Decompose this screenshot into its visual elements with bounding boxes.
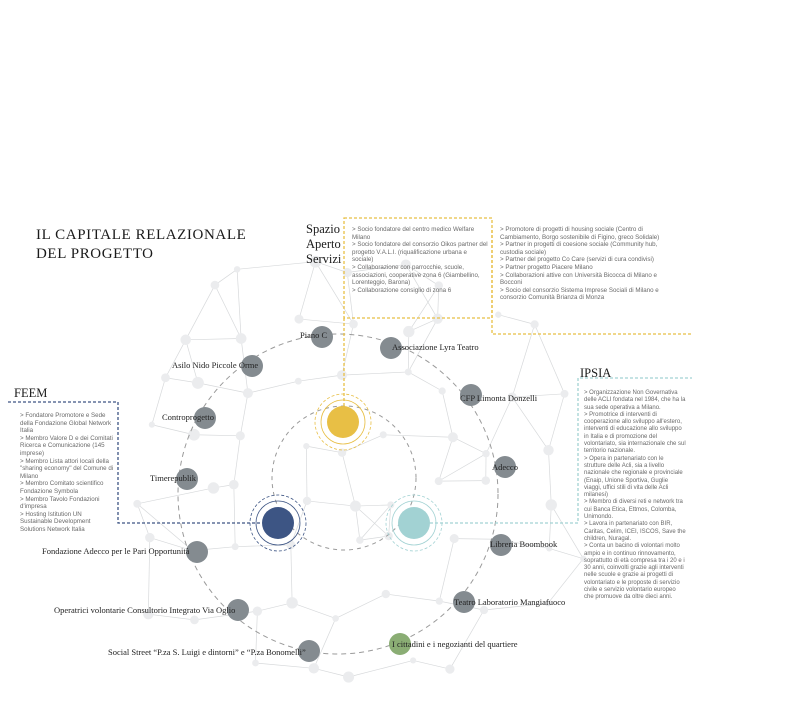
network-link: [383, 435, 453, 437]
network-link: [512, 397, 548, 450]
spazio-item: > Socio del consorzio Sistema Imprese Sociali di Milano e consorzio Comunità Brianza di Monza: [500, 286, 659, 302]
network-dot: [309, 663, 319, 673]
network-dot: [436, 597, 443, 604]
spazio-item: > Socio fondatore del centro medico Welfare Milano: [352, 226, 475, 241]
spazio-item: > Partner progetto Piacere Milano: [500, 263, 593, 271]
node-label-timerepublik: Timerepublik: [150, 473, 196, 483]
network-link: [292, 603, 336, 619]
ipsia-item: > Organizzazione Non Governativa delle ACLI fondata nel 1984, che ha la sua sede operativa a Milano.: [584, 390, 686, 411]
ipsia-title: IPSIA: [580, 366, 612, 380]
network-dot: [192, 377, 204, 389]
node-label-cittadini: I cittadini e i negozianti del quartiere: [392, 639, 518, 649]
spazio-item: > Socio fondatore del consorzio Oikos partner del progetto V.A.L.I. (riqualificazione urbana e sociale): [352, 241, 488, 264]
network-dot: [211, 281, 220, 290]
network-dot: [410, 657, 416, 663]
network-link: [186, 339, 241, 340]
network-dot: [543, 445, 553, 455]
node-label-lyra: Associazione Lyra Teatro: [392, 342, 479, 352]
network-dot: [232, 543, 239, 550]
node-label-asilo: Asilo Nido Piccole Orme: [172, 360, 259, 370]
network-dot: [480, 606, 488, 614]
main-partner-nodes: [250, 394, 442, 551]
network-dot: [161, 373, 170, 382]
title-line-1: IL CAPITALE RELAZIONALE: [36, 227, 247, 243]
network-link: [549, 450, 552, 505]
network-link: [498, 315, 534, 325]
spazio-item: > Partner in progetti di coesione sociale (Community hub, custodia sociale): [500, 241, 658, 256]
network-link: [439, 539, 454, 602]
network-dot: [337, 370, 347, 380]
network-dot: [448, 432, 458, 442]
network-dot: [445, 664, 454, 673]
network-dot: [234, 266, 240, 272]
network-link: [148, 614, 194, 620]
network-dot: [380, 431, 387, 438]
spazio-item: > Collaborazioni attive con Università Bicocca di Milano e Bocconi: [500, 271, 657, 287]
network-link: [439, 454, 486, 481]
network-dot: [405, 368, 412, 375]
network-dot: [133, 500, 141, 508]
network-dot: [403, 326, 414, 337]
network-link: [314, 618, 336, 668]
network-link: [299, 262, 315, 319]
network-link: [549, 394, 565, 450]
network-link: [342, 372, 408, 375]
network-link: [137, 504, 192, 551]
network-link: [152, 425, 194, 435]
ipsia-item: > Conta un bacino di volontari molto ampio e in continuo rinnovamento, soprattutto di età compresa tra i 20 e i 30 anni, coinvolti grazie agli interventi nelle scuole e grazie ai progetti di volontariato e le proposte di servizio civile e servizio volontario europeo che promuove da oltre dieci anni.: [584, 543, 685, 601]
network-dot: [495, 312, 501, 318]
node-label-piano-c: Piano C: [300, 330, 328, 340]
network-link: [299, 319, 353, 324]
spazio-item: > Promotore di progetti di housing sociale (Centro di Cambiamento, Borgo sostenibile di Figino, greco Solidale): [500, 226, 660, 241]
network-dot: [332, 615, 339, 622]
network-dot: [435, 477, 443, 485]
node-label-cfp: CFP Limonta Donzelli: [460, 393, 538, 403]
network-dot: [303, 443, 309, 449]
network-dot: [286, 597, 297, 608]
node-label-consultorio: Operatrici volontarie Consultorio Integrato Via Oglio: [54, 605, 236, 615]
network-link: [237, 262, 315, 270]
network-link: [215, 285, 241, 338]
title-line-2: DEL PROGETTO: [36, 246, 154, 262]
spazio-title-line: Aperto: [306, 237, 341, 251]
network-link: [307, 501, 355, 506]
network-link: [298, 375, 342, 381]
network-dot: [531, 320, 539, 328]
network-link: [137, 488, 213, 504]
page-title: [36, 226, 246, 264]
network-dot: [439, 387, 446, 394]
ipsia-item: > Opera in partenariato con le strutture delle Acli, sia a livello nazionale che regionale e provinciale (Enaip, Unione Sportiva, Guglie viaggi, uffici stili di vita delle Acli milanesi): [584, 455, 683, 499]
network-link: [291, 545, 292, 603]
network-dot: [482, 476, 491, 485]
network-dot: [432, 314, 442, 324]
network-link: [408, 372, 442, 391]
feem-item: > Membro Valore D e dei Comitati Ricerca e Comunicazione (145 imprese): [20, 434, 113, 457]
node-label-boombook: Libreria Boombook: [490, 539, 558, 549]
feem-item: > Membro Comitato scientifico Fondazione Symbola: [20, 480, 104, 495]
node-label-social-street: Social Street “P.za S. Luigi e dintorni” e “P.za Bonomelli”: [108, 647, 306, 657]
network-dot: [229, 480, 239, 490]
ipsia-item: > Promotrice di interventi di cooperazione allo sviluppo all'estero, interventi di educazione allo sviluppo in Italia e di promozione del volontariato, sia internazionale che sul territorio nazionale.: [584, 411, 686, 455]
network-dot: [384, 532, 392, 540]
ipsia-node: [398, 507, 430, 539]
feem-item: > Fondatore Promotore e Sede della Fondazione Global Network Italia: [20, 412, 112, 435]
spazio-item: > Collaborazione con parrocchie, scuole, associazioni, cooperative zona 6 (Giambellino, Lorenteggio, Barona): [352, 263, 480, 287]
network-dot: [546, 499, 557, 510]
spazio-title-line: Spazio: [306, 222, 341, 236]
network-link: [186, 285, 215, 340]
network-link: [512, 324, 534, 397]
network-dot: [349, 320, 358, 329]
node-label-fondazione-adecco: Fondazione Adecco per le Pari Opportunità: [42, 546, 190, 556]
network-dot: [236, 333, 247, 344]
network-link: [413, 660, 450, 669]
network-link: [535, 324, 565, 393]
spazio-title-line: Servizi: [306, 252, 342, 266]
feem-node: [262, 507, 294, 539]
network-link: [360, 536, 389, 540]
background-network: [133, 256, 586, 683]
network-dot: [188, 429, 200, 441]
network-link: [336, 594, 386, 618]
network-link: [248, 381, 298, 393]
network-dot: [350, 501, 361, 512]
network-dot: [180, 335, 191, 346]
network-dot: [243, 388, 253, 398]
feem-list: [20, 412, 114, 534]
network-dot: [236, 431, 245, 440]
node-label-adecco: Adecco: [492, 462, 518, 472]
network-link: [198, 383, 248, 393]
spazio-list-2: [500, 226, 676, 302]
spazio-list-1: [352, 226, 488, 294]
network-link: [235, 545, 291, 547]
spazio-item: > Partner del progetto Co Care (servizi di cura condivisi): [500, 256, 654, 264]
network-link: [453, 437, 486, 453]
network-dot: [253, 607, 262, 616]
network-dot: [303, 497, 311, 505]
ipsia-item: > Membro di diversi reti e network tra cui Banca Etica, Ettmos, Colomba, Unimondo.: [584, 499, 683, 521]
network-link: [165, 340, 185, 378]
network-link: [386, 594, 440, 601]
network-link: [234, 436, 240, 485]
spazio-aperto-servizi-node: [327, 406, 359, 438]
feem-item: > Membro Lista attori locali della "sharing economy" del Comune di Milano: [20, 457, 114, 480]
network-dot: [387, 501, 394, 508]
network-dot: [208, 482, 219, 493]
network-link: [237, 269, 241, 338]
network-dot: [356, 536, 364, 544]
network-dot: [343, 671, 354, 682]
feem-item: > Hosting Istitution UN Sustainable Development Solutions Network Italia: [20, 510, 91, 533]
network-link: [442, 391, 453, 437]
ipsia-list: [584, 390, 686, 602]
network-dot: [561, 390, 569, 398]
network-dot: [252, 660, 259, 667]
network-link: [240, 393, 248, 436]
network-link: [234, 485, 235, 547]
network-link: [256, 663, 314, 668]
feem-item: > Membro Tavolo Fondazioni d'impresa: [20, 495, 100, 511]
network-dot: [482, 450, 489, 457]
network-dot: [450, 534, 459, 543]
network-dot: [295, 378, 302, 385]
node-label-mangiafuoco: Teatro Laboratorio Mangiafuoco: [454, 597, 566, 607]
network-link: [355, 506, 388, 536]
network-dot: [149, 422, 155, 428]
network-dot: [294, 315, 303, 324]
network-link: [306, 446, 307, 501]
spazio-item: > Collaborazione consiglio di zona 6: [352, 286, 452, 294]
network-dot: [190, 616, 199, 625]
ipsia-item: > Lavora in partenariato con BIR, Caritas, Celim, ICEI, ISCOS, Save the children, Nuragal.: [584, 521, 686, 542]
network-link: [194, 435, 240, 436]
feem-title: FEEM: [14, 386, 48, 400]
network-dot: [145, 533, 154, 542]
network-link: [349, 660, 414, 677]
network-link: [342, 453, 355, 506]
spazio-title: [306, 222, 341, 267]
node-label-controprogetto: Controprogetto: [162, 412, 214, 422]
network-dot: [382, 590, 390, 598]
